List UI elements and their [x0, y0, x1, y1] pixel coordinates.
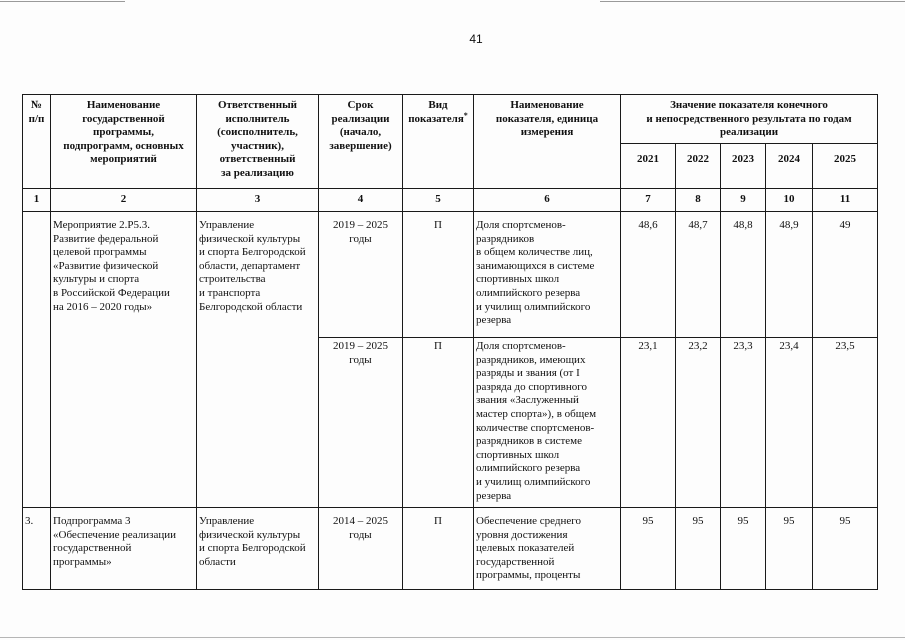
row-value-cell: 95 [721, 508, 766, 590]
table-row [23, 212, 878, 338]
header-year: 2022 [676, 144, 721, 189]
column-number: 6 [474, 189, 621, 212]
row-value-cell: 95 [621, 508, 676, 590]
header-row [23, 95, 878, 144]
column-number: 5 [403, 189, 474, 212]
row-type-cell: П [403, 338, 474, 508]
row-indicator-cell: Доля спортсменов- разрядников в общем количестве лиц, занимающихся в системе спортивных школ олимпийского резерва и училищ олимпийского резерва [474, 212, 621, 338]
column-number: 2 [51, 189, 197, 212]
row-value-cell: 23,4 [766, 338, 813, 508]
column-number: 9 [721, 189, 766, 212]
row-value-cell: 48,6 [621, 212, 676, 338]
column-number: 4 [319, 189, 403, 212]
column-number: 8 [676, 189, 721, 212]
column-number: 11 [813, 189, 878, 212]
header-type [403, 95, 474, 189]
row-term-cell: 2019 – 2025 годы [319, 338, 403, 508]
table-body [23, 212, 878, 590]
row-value-cell: 95 [813, 508, 878, 590]
row-value-cell: 95 [676, 508, 721, 590]
header-responsible: Ответственный исполнитель (соисполнитель, участник), ответственный за реализацию [197, 95, 319, 189]
header-year: 2023 [721, 144, 766, 189]
header-type-label: Вид показателя [408, 99, 464, 125]
header-year: 2025 [813, 144, 878, 189]
row-value-cell: 23,5 [813, 338, 878, 508]
header-year: 2021 [621, 144, 676, 189]
row-value-cell: 48,8 [721, 212, 766, 338]
row-num-cell: 3. [23, 508, 51, 590]
scan-edge-line [0, 1, 125, 2]
row-indicator-cell: Обеспечение среднего уровня достижения целевых показателей государственной программы, проценты [474, 508, 621, 590]
row-value-cell: 49 [813, 212, 878, 338]
row-name-cell: Подпрограмма 3 «Обеспечение реализации государственной программы» [51, 508, 197, 590]
footnote-mark: * [463, 110, 468, 120]
row-name-cell: Мероприятие 2.Р5.3. Развитие федеральной целевой программы «Развитие физической культуры и спорта в Российской Федерации на 2016 – 2020 годы» [51, 212, 197, 508]
table-row [23, 508, 878, 590]
row-value-cell: 95 [766, 508, 813, 590]
column-number: 1 [23, 189, 51, 212]
row-type-cell: П [403, 508, 474, 590]
header-name: Наименование государственной программы, подпрограмм, основных мероприятий [51, 95, 197, 189]
row-value-cell: 23,2 [676, 338, 721, 508]
row-type-cell: П [403, 212, 474, 338]
column-numbers-row [23, 189, 878, 212]
row-term-cell: 2019 – 2025 годы [319, 212, 403, 338]
row-term-cell: 2014 – 2025 годы [319, 508, 403, 590]
scan-edge-line [0, 637, 905, 638]
header-term: Срок реализации (начало, завершение) [319, 95, 403, 189]
column-number: 10 [766, 189, 813, 212]
row-value-cell: 23,1 [621, 338, 676, 508]
row-responsible-cell: Управление физической культуры и спорта Белгородской области [197, 508, 319, 590]
row-value-cell: 48,7 [676, 212, 721, 338]
header-num: № п/п [23, 95, 51, 189]
table-header [23, 95, 878, 212]
header-year: 2024 [766, 144, 813, 189]
row-responsible-cell: Управление физической культуры и спорта Белгородской области, департамент строительства и транспорта Белгородской области [197, 212, 319, 508]
page-number: 41 [469, 32, 483, 46]
row-value-cell: 23,3 [721, 338, 766, 508]
header-values: Значение показателя конечного и непосредственного результата по годам реализации [621, 95, 878, 144]
header-indicator: Наименование показателя, единица измерения [474, 95, 621, 189]
row-num-cell [23, 212, 51, 508]
column-number: 7 [621, 189, 676, 212]
row-value-cell: 48,9 [766, 212, 813, 338]
column-number: 3 [197, 189, 319, 212]
row-indicator-cell: Доля спортсменов- разрядников, имеющих разряды и звания (от I разряда до спортивного звания «Заслуженный мастер спорта»), в общем количестве спортсменов- разрядников в системе спортивных школ олимпийского резерва и училищ олимпийского резерва [474, 338, 621, 508]
scan-edge-line [600, 1, 905, 2]
indicators-table [22, 94, 878, 590]
